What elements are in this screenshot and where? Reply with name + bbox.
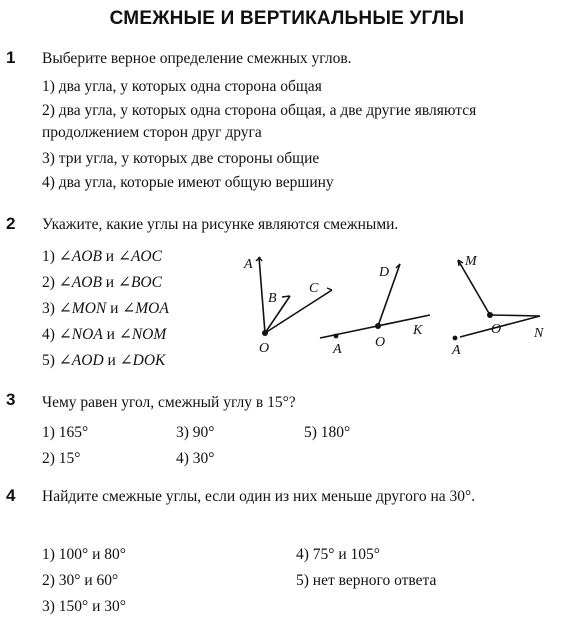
question-3-text: Чему равен угол, смежный углу в 15°? — [42, 394, 296, 411]
fig2-label-d: D — [379, 265, 390, 280]
fig3-label-a: A — [452, 343, 461, 358]
question-2-option-1: 1) ∠AOB и ∠AOC — [42, 248, 162, 265]
fig1-vertex-o — [262, 330, 268, 336]
fig1-label-a: A — [244, 257, 253, 272]
fig3-point — [453, 336, 458, 341]
fig2-vertex-o — [375, 323, 381, 329]
fig2-label-o: O — [375, 335, 386, 350]
question-4-option-1: 1) 100° и 80° — [42, 546, 126, 563]
question-2-option-4: 4) ∠NOA и ∠NOM — [42, 326, 167, 343]
question-3-option-5: 5) 180° — [304, 424, 351, 441]
question-4-option-4: 4) 75° и 105° — [296, 546, 380, 563]
question-2-option-5: 5) ∠AOD и ∠DOK — [42, 352, 166, 369]
question-1-option-3: 3) три угла, у которых две стороны общие — [42, 150, 320, 167]
fig1-label-o: O — [259, 341, 270, 356]
question-2-option-3: 3) ∠MON и ∠MOA — [42, 300, 169, 317]
question-3-option-2: 2) 15° — [42, 450, 81, 467]
fig2-label-k: K — [413, 323, 423, 338]
question-4-option-5: 5) нет верного ответа — [296, 572, 437, 589]
question-2-text: Укажите, какие углы на рисунке являются смежными. — [42, 216, 399, 233]
question-4-number: 4 — [6, 486, 16, 505]
question-1-option-4: 4) два угла, которые имеют общую вершину — [42, 174, 334, 191]
fig2-point — [334, 334, 339, 339]
question-4-option-2: 2) 30° и 60° — [42, 572, 119, 589]
question-2-number: 2 — [6, 214, 16, 233]
question-2-option-2: 2) ∠AOB и ∠BOC — [42, 274, 162, 291]
fig1-label-b: B — [268, 291, 277, 306]
fig3-ray-on — [490, 315, 540, 316]
question-4-option-3: 3) 150° и 30° — [42, 598, 126, 615]
fig3-label-o: O — [491, 322, 502, 337]
question-1-text: Выберите верное определение смежных углов. — [42, 50, 352, 67]
fig1-ray-oa — [259, 257, 265, 333]
fig3-label-n: N — [534, 326, 544, 341]
fig3-label-m: M — [465, 254, 477, 269]
question-3-option-1: 1) 165° — [42, 424, 89, 441]
question-1-option-2: 2) два угла, у которых одна сторона общая, а две другие являются продолжением сторон друг друга — [42, 102, 477, 141]
fig2-label-a: A — [333, 342, 342, 357]
page-title: СМЕЖНЫЕ И ВЕРТИКАЛЬНЫЕ УГЛЫ — [109, 8, 465, 29]
question-1-number: 1 — [6, 48, 16, 67]
fig1-label-c: C — [309, 281, 319, 296]
fig3-vertex-o — [487, 312, 493, 318]
question-3-option-3: 3) 90° — [176, 424, 215, 441]
question-3-number: 3 — [6, 390, 16, 409]
question-4-text: Найдите смежные углы, если один из них меньше другого на 30°. — [42, 488, 476, 505]
question-1-option-1: 1) два угла, у которых одна сторона общая — [42, 78, 322, 95]
question-3-option-4: 4) 30° — [176, 450, 215, 467]
